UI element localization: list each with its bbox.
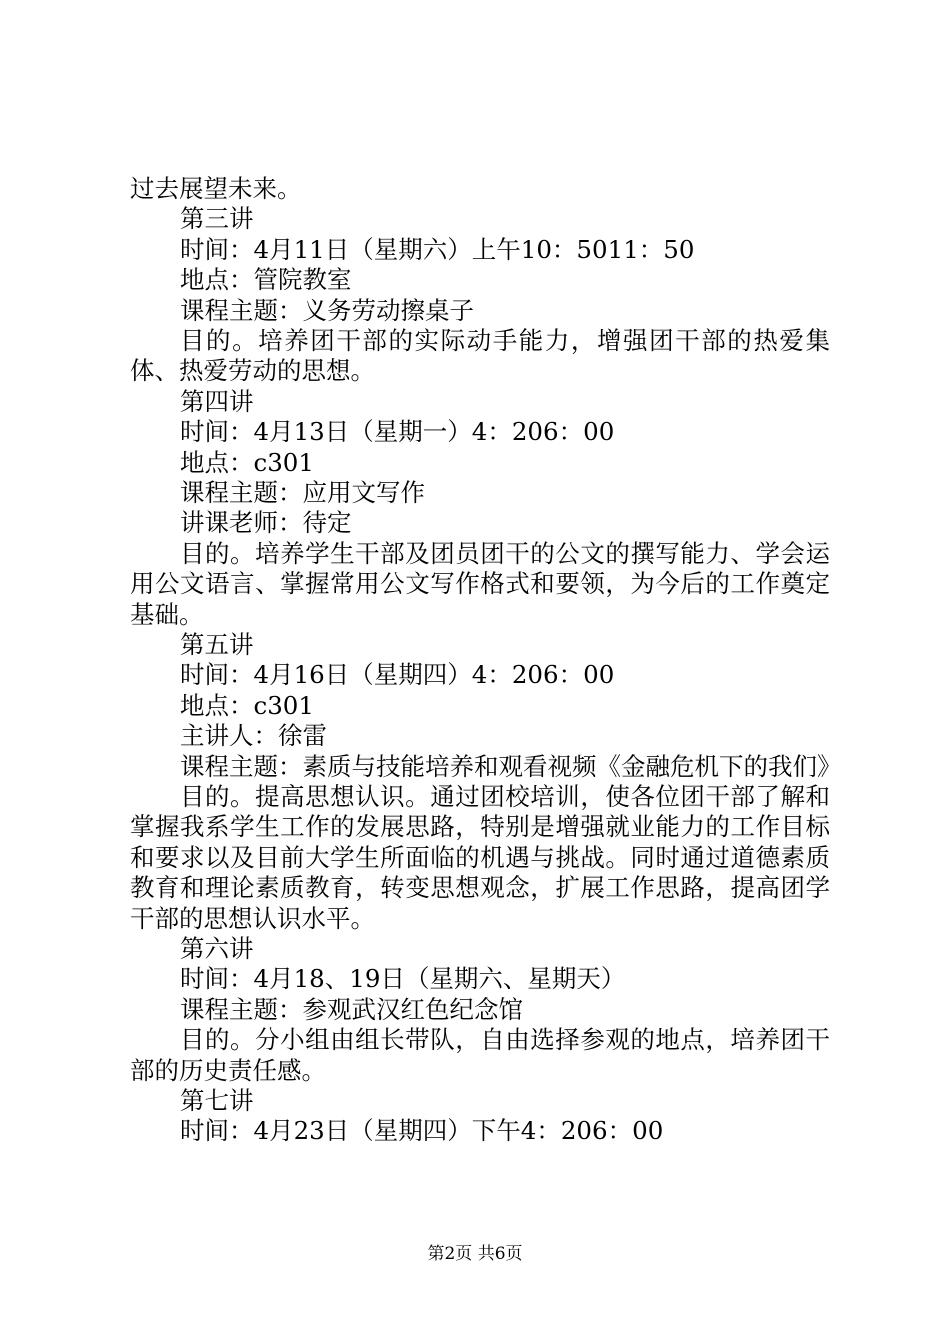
lecture-heading: 第三讲 — [180, 204, 254, 234]
lecture-heading: 第六讲 — [180, 933, 254, 963]
location-line: 地点：管院教室 — [180, 265, 352, 295]
time-line: 时间：4月13日（星期一）4：206：00 — [180, 417, 615, 447]
topic-line: 课程主题：义务劳动擦桌子 — [180, 295, 474, 325]
purpose-paragraph: 目的。分小组由组长带队，自由选择参观的地点，培养团干部的历史责任感。 — [130, 1025, 830, 1085]
document-body — [130, 174, 842, 1147]
speaker-line: 主讲人：徐雷 — [180, 721, 327, 751]
time-line: 时间：4月11日（星期六）上午10：5011：50 — [180, 234, 695, 264]
location-line: 地点：c301 — [180, 690, 314, 720]
purpose-paragraph: 目的。培养团干部的实际动手能力，增强团干部的热爱集体、热爱劳动的思想。 — [130, 325, 830, 386]
lecture-heading: 第五讲 — [180, 629, 254, 659]
lecture-heading: 第四讲 — [180, 386, 254, 416]
time-line: 时间：4月16日（星期四）4：206：00 — [180, 660, 615, 690]
topic-line: 课程主题：应用文写作 — [180, 477, 425, 507]
page-number: 第2页 共6页 — [427, 1244, 523, 1264]
purpose-paragraph: 目的。培养学生干部及团员团干的公文的撰写能力、学会运用公文语言、掌握常用公文写作格式和要领，为今后的工作奠定基础。 — [130, 538, 830, 629]
topic-paragraph: 课程主题：素质与技能培养和观看视频《金融危机下的我们》 — [180, 751, 842, 781]
time-line: 时间：4月18、19日（星期六、星期天） — [180, 964, 626, 994]
teacher-line: 讲课老师：待定 — [180, 508, 352, 538]
text-line: 过去展望未来。 — [130, 174, 302, 203]
lecture-heading: 第七讲 — [180, 1085, 254, 1115]
purpose-paragraph: 目的。提高思想认识。通过团校培训，使各位团干部了解和掌握我系学生工作的发展思路，特别是增强就业能力的工作目标和要求以及目前大学生所面临的机遇与挑战。同时通过道德素质教育和理论素质教育，转变思想观念，扩展工作思路，提高团学干部的思想认识水平。 — [130, 781, 830, 933]
topic-line: 课程主题：参观武汉红色纪念馆 — [180, 994, 523, 1024]
location-line: 地点：c301 — [180, 447, 314, 477]
time-line: 时间：4月23日（星期四）下午4：206：00 — [180, 1116, 664, 1146]
